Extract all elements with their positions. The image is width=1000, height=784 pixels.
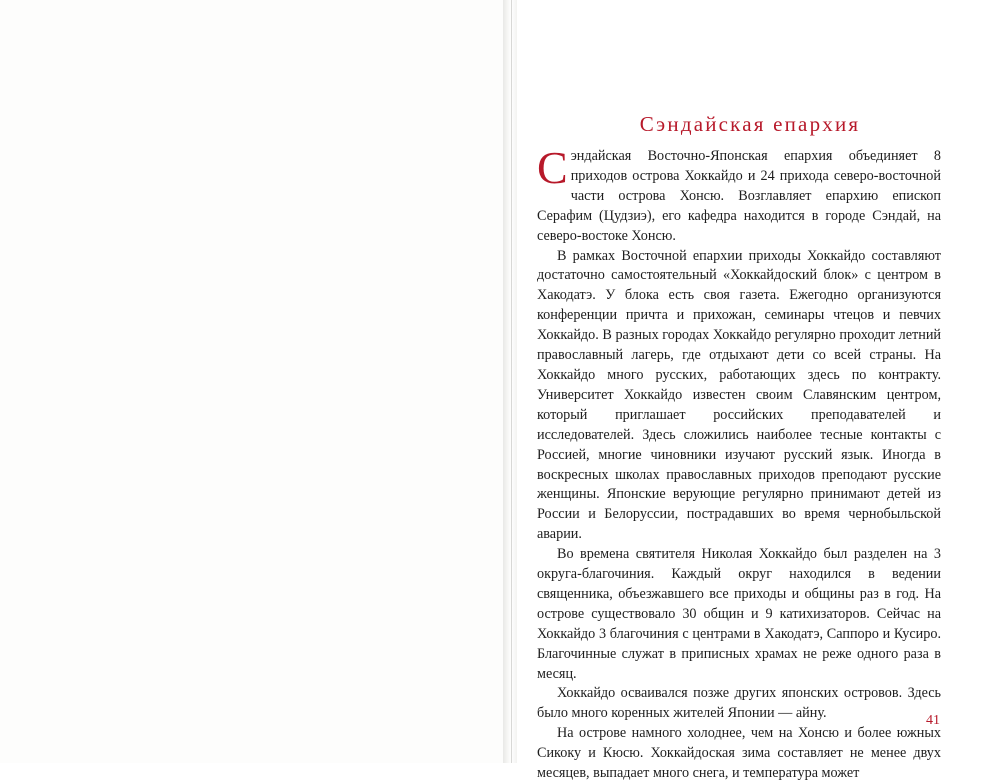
paragraph-1-text: эндайская Восточно-Японская епархия объединяет 8 приходов острова Хоккайдо и 24 прихода северо-восточной части острова Хонсю. Возглавляет епархию епископ Серафим (Цудзиэ), его кафедра находится в городе Сэндай, на северо-востоке Хонсю. [537, 148, 941, 244]
chapter-title: Сэндайская епархия [639, 112, 861, 136]
body-text [537, 142, 941, 784]
paragraph-1 [537, 142, 941, 247]
drop-cap: С [537, 142, 568, 193]
left-page-blank [0, 0, 505, 763]
book-gutter [503, 0, 517, 763]
paragraph-5: На острове намного холоднее, чем на Хонсю и более южных Сикоку и Кюсю. Хоккайдоская зима составляет не менее двух месяцев, выпадает много снега, и температура может [537, 725, 941, 782]
paragraph-4: Хоккайдо осваивался позже других японских островов. Здесь было много коренных жителей Японии — айну. [537, 685, 941, 722]
gutter-fold-line [511, 0, 512, 763]
paragraph-2: В рамках Восточной епархии приходы Хоккайдо составляют достаточно самостоятельный «Хоккайдоский блок» с центром в Хакодатэ. У блока есть своя газета. Ежегодно организуются конференции причта и прихожан, семинары чтецов и певчих Хоккайдо. В разных городах Хоккайдо регулярно проходит летний православный лагерь, где отдыхают дети со всей страны. На Хоккайдо много русских, работающих здесь по контракту. Университет Хоккайдо известен своим Славянским центром, который приглашает российских преподавателей и исследователей. Здесь сложились наиболее тесные контакты с Россией, многие чиновники изучают русский язык. Иногда в воскресных школах православных приходов преподают русские женщины. Японские верующие регулярно принимают детей из России и Белоруссии, пострадавших во время чернобыльской аварии. [537, 247, 941, 543]
page-number: 41 [926, 713, 940, 728]
paragraph-3: Во времена святителя Николая Хоккайдо был разделен на 3 округа-благочиния. Каждый округ находился в ведении священника, объезжавшего все приходы и общины раз в год. На острове существовало 30 общин и 9 катихизаторов. Сейчас на Хоккайдо 3 благочиния с центрами в Хакодатэ, Саппоро и Кусиро. Благочинные служат в приписных храмах не реже одного раза в месяц. [537, 546, 941, 682]
